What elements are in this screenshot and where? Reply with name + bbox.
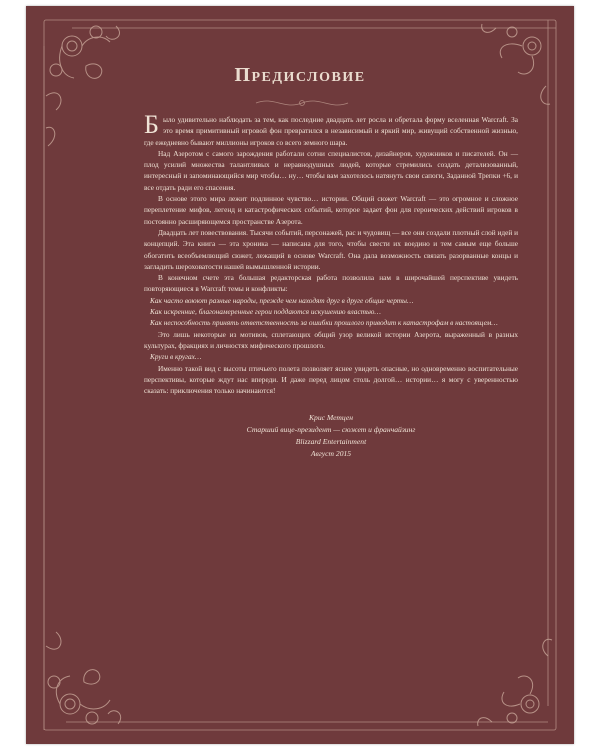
book-page	[26, 6, 574, 744]
paragraph-5: В конечном счете эта большая редакторская работа позволила нам в широчайшей перспективе увидеть повторяющиеся в Warcraft темы и конфликты:	[144, 273, 518, 294]
paragraph-6: Это лишь некоторые из мотивов, сплетающих общий узор великой истории Азерота, выраженный в разных культурах, фракциях и личностях мифического прошлого.	[144, 329, 518, 350]
title-ornament-icon	[254, 96, 350, 110]
theme-quote-2: Как искренние, благонамеренные герои поддаются искушению властью…	[150, 307, 381, 317]
paragraph-1-text: ыло удивительно наблюдать за тем, как последние двадцать лет росла и обретала форму вселенная Warcraft. За это время примитивный игровой фон превратился в независимый и яркий мир, живущий собственной жизнью, где ежедневно бывают миллионы игроков со всего земного шара.	[144, 115, 518, 147]
corner-flourish-icon	[478, 639, 552, 726]
preface-text	[144, 110, 518, 460]
paragraph-7: Именно такой вид с высоты птичьего полета позволяет яснее увидеть опасные, но одновременно воспитательные перспективы, которые ждут нас впереди. И даже перед лицом столь долгой… истории… я могу с уверенностью сказать: приключения только начинаются!	[144, 363, 518, 396]
paragraph-4: Двадцать лет повествования. Тысячи событий, персонажей, рас и чудовищ — все они создали плотный слой идей и концепций. Эта книга — эта хроника — написана для того, чтобы свести их воедино и тем самым еще больше обогатить всеобъемлющий сюжет, лежащий в основе Warcraft. Она дала возможность связать разорванные концы и загладить шероховатости нашей вымышленной истории.	[144, 227, 518, 271]
corner-flourish-icon	[46, 632, 121, 724]
signature-date: Август 2015	[310, 449, 352, 459]
signature-block	[144, 412, 518, 460]
theme-quote-1: Как часто воюют разные народы, прежде чем находят друг в друге общие черты…	[150, 295, 414, 305]
author-company: Blizzard Entertainment	[295, 437, 367, 447]
page-title: Предисловие	[234, 64, 366, 86]
author-name: Крис Метцен	[308, 413, 353, 423]
author-role: Старший вице-президент — сюжет и франчайзинг	[246, 425, 416, 435]
paragraph-2: Над Азеротом с самого зарождения работали сотни специалистов, дизайнеров, художников и писателей. Он — плод усилий множества талантливых и неравнодушных людей, которые стремились создать детализованный, интересный и запоминающийся мир чтобы… ну… чтобы вам захотелось натянуть свои сапоги, Заданной Трепки +6, и все отдать ради его спасения.	[144, 148, 518, 192]
theme-quote-3: Как неспособность принять ответственность за ошибки прошлого приводит к катастрофам в настоящем…	[150, 318, 498, 328]
paragraph-1	[144, 110, 518, 148]
drop-cap: Б	[144, 110, 159, 139]
theme-quote-4: Круги в кругах…	[150, 352, 202, 362]
paragraph-3: В основе этого мира лежит подлинное чувство… истории. Общий сюжет Warcraft — это огромное и сложное переплетение мифов, легенд и катастрофических событий, которое задает фон для героических действий игроков в постоянно расширяющемся пространстве Азерота.	[144, 194, 518, 226]
